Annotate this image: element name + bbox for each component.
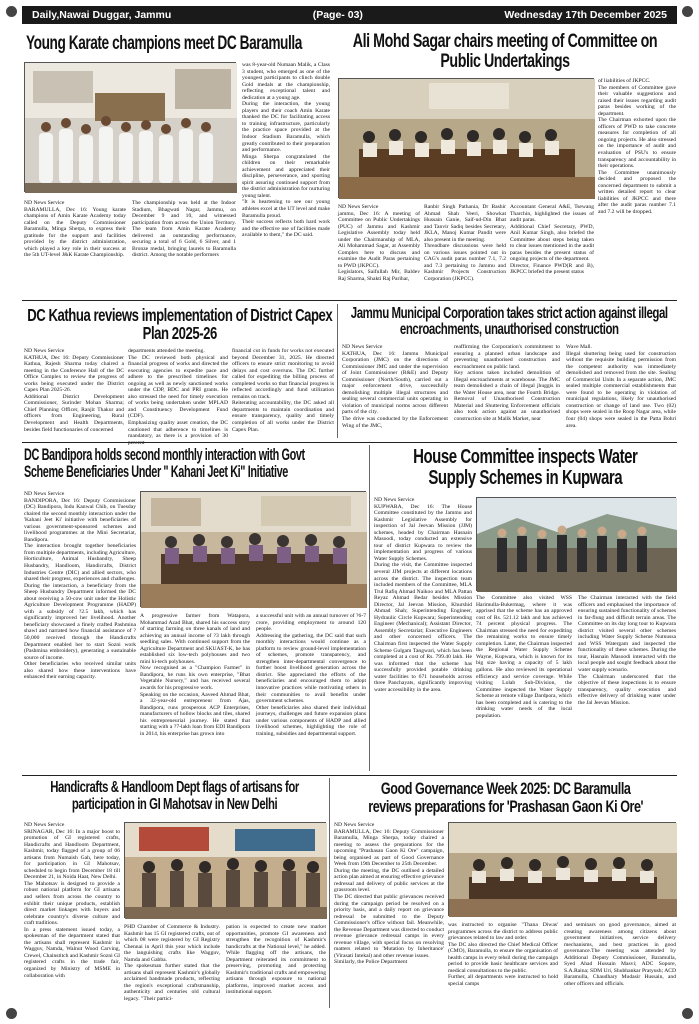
- article-goodgov-headline: [334, 780, 677, 816]
- article-kupwara-col3: The Chairman interacted with the field officers and emphasised the importance of ensuring sustained functionality of schemes in far-flung and difficult terrain areas. The Committee on its day long tour to Kupwara district visited several other schemes including Water Supply Scheme Nutnussa and WSS Watergam and inspected the functionality of these schemes. During the tour, Hasnain Masoodi interacted with the local people and sought feedback about the water supply scenario. The Chairman underscored that the objective of these inspections is to ensure transparency, quality execution and effective delivery of drinking water under the Jal Jeevan Mission.: [578, 595, 676, 706]
- article-artisans-col1: ND News Service SRINAGAR, Dec 16: In a major boost to promotion of GI registered crafts, Handicrafts and Handloom Department, Kashmir, today flagged of a group of 06 artisans from Numaish Gah, here today, for participation in GI Mahotsav, scheduled to begin from December 18 till December 21, in Noida Haat, New Delhi. The Mahotsav is designed to provide a robust national platform for GI artisans and sellers from across the country to exhibit their unique products, establish direct market linkages with buyers and celebrate country's diverse culture and craft traditions. In a press statement issued today, a spokesman of the department stated that the artisans shall represent Kashmir in Wagguv, Namda, Walnut Wood Carving, Crewel, Chainstitch and Kashmir Sozni GI registered crafts in the trade fair, organized by Ministry of MSME in collaboration with: [24, 822, 121, 979]
- article-goodgov: [332, 778, 678, 1010]
- article-sagar-col4: of liabilities of JKPCC. The members of Committee gave their valuable suggestions and raised their issues regarding audit paras besides working of the department. The Chairman exhorted upon the officers of PWD to take concrete measures for completion of all ongoing projects. He also stressed on the importance of audit and evaluation of PSU's to ensure transparency and accountability in their operations. The Committee unanimously decided and proposed the concerned department to submit a written detailed report to clear liabilities of JKPCC and there after the audit paras number 7.1 and 7.2 will be dropped.: [598, 78, 676, 215]
- masthead-publication: Daily,Nawai Duggar, Jammu: [32, 9, 172, 21]
- masthead-page-number: (Page- 03): [312, 9, 363, 21]
- karate-photo: [24, 62, 236, 192]
- article-goodgov-headline-line2: reviews preparations for 'Prashasan Gaon Ki Ore': [368, 796, 644, 816]
- article-goodgov-col2: was instructed to organise "Thana Diwas' programmes across the district to address public grievances related to law and order. The DC also directed the Chief Medical Officer (CMO), Baramulla, to ensure the organisation of health camps in every tehsil during the campaign period to provide basic healthcare services and medical consultations to the public. Further, all departments were instructed to hold special camps: [448, 922, 558, 987]
- article-kupwara-col2: The Committee also visited WSS Harimulla-Bukermag, where it was apprised that the scheme has an approved cost of Rs. 521.12 lakh and has achieved 74 percent physical progress. The Chairman stressed the need for expediting the remaining works to ensure timely completion. Later, the Chairman inspected the Regional Water Supply Scheme Wayne, Kupwara, which is known for its big size having a capacity of 5 lakh gallons. He also reviewed its operational efficiency and service coverage. While visiting Lolab Sub-Division, the Committee inspected the Water Supply Scheme at remote village Dardpora, which has been completed and is catering to the drinking water needs of the local population.: [476, 595, 572, 719]
- masthead: [22, 6, 677, 24]
- article-artisans-headline-line1: Handicrafts & Handloom Dept flags of artisans for: [50, 779, 299, 796]
- article-karate-col1: ND News Service BARAMULLA, Dec 16: Young karate champions of Amin Karate Academy today called on the Deputy Commissioner Baramulla, Minga Sherpa, to express their gratitude for the support and facilities provided by the district administration, which played a key role in their success at the 5th UT-level J&K Karate Championship.: [24, 200, 126, 259]
- article-artisans-headline-line2: participation in GI Mahotsav in New Delhi: [71, 795, 278, 813]
- divider-3: [22, 775, 677, 776]
- article-bandipora-headline-line2: Scheme Beneficiaries Under " Kahani Jeet Ki" Initiative: [24, 463, 288, 482]
- article-kathua-headline-text: DC Kathua reviews implementation of District Capex Plan 2025-26: [27, 305, 333, 344]
- article-jmc-col2: reaffirming the Corporation's commitment to ensuring a planned urban landscape and preventing unauthorised construction and encroachment on public land. Key actions taken included demolition of illegal encroachments at warehouse. The JMC team demolished a chain of illegal jhuggis in the Water House area, near the Fourth Bridge. Removal of Unauthorised Construction Material and Shuttering Enforcement officials also took action against an unauthorised construction site at Malik Market, near: [454, 344, 560, 423]
- article-karate-col2: The championship was held at the Indoor Stadium, Bhagwati Nagar, Jammu, on December 9 and 10, and witnessed participation from across the Union Territory. The team from Amin Karate Academy delivered an outstanding performance, securing a total of 6 Gold, 6 Silver, and 1 Bronze medal, bringing laurels to Baramulla district. Among the notable performers: [132, 200, 236, 259]
- article-bandipora-col3: a successful unit with an annual turnover of ?6-7 crore, providing employment to around 120 people. Addressing the gathering, the DC said that such monthly interactions would continue as a platform to review ground-level implementation of schemes, promote transparency, and strengthen inter-departmental convergence to further boost livelihood generation across the district. She appreciated the efforts of the beneficiaries and encouraged them to adopt innovative practices while motivating others in their communities to avail benefits under government schemes. Other beneficiaries also shared their individual journeys, challenges and future expansion plans under various components of HADP and allied livelihood schemes, highlighting the role of training, subsidies and departmental support.: [256, 613, 366, 737]
- article-karate-headline: Young Karate champions meet DC Baramulla: [26, 33, 302, 54]
- article-kupwara-col1: ND News Service KUPWARA, Dec 16: The House Committee constituted by the Jammu and Kashmir Legislative Assembly for inspection of Jal Jeevan Mission (JJM) schemes, headed by Chairman Hasnain Masoodi, today conducted an extensive tour of district Kupwara to review the implementation and progress of various Water Supply Schemes. During the visit, the Committee inspected several JJM projects at different locations across the district. The inspection team included members of the Committee, MLA Trul Rafiq Ahmad Naikoo and MLA Pattan Reyaz Ahmad Bedar besides Mission Director, Jal Jeevan Mission, Khurshid Ahmad Shah; Superintending Engineer, Hydraulic Circle Kupwara; Superintending Engineer (Mechanical); Assistant Director, Assembly Secretariat; Executive Engineers and other concerned officers. The Chairman first inspected the Water Supply Scheme Gulgam Tangwari, which has been completed at a cost of Rs. 799.40 lakh. He was informed that the scheme has successfully provided potable drinking water facilities to 671 households across three Panchayats, significantly improving water accessibility in the area.: [374, 497, 472, 693]
- article-kupwara-headline-line1: House Committee inspects Water: [413, 446, 638, 468]
- karate-photo-image: [25, 63, 237, 193]
- article-kupwara-headline-line2: Supply Schemes in Kupwara: [428, 467, 623, 489]
- article-karate: [22, 28, 332, 298]
- divider-v3: [329, 778, 330, 1008]
- goodgov-photo-image: [449, 823, 677, 917]
- article-bandipora: [22, 445, 368, 773]
- sagar-photo: [338, 78, 594, 198]
- kupwara-photo-image: [477, 498, 677, 592]
- article-artisans-col2: PHD Chamber of Commerce & Industry. Kashmir has 15 GI registered crafts, out of which 08 were registered by GI Registry Chennai in April this year which include the languishing crafts like Wagguv, Namda and Gabba. The spokesman further stated that the artisans shall represent Kashmir's globally acclaimed handmade products, reflecting the region's exceptional craftsmanship, authenticity and centuries old cultural legacy. "Their partici-: [124, 924, 220, 1003]
- divider-v1: [337, 304, 338, 438]
- bandipora-photo: [140, 491, 366, 607]
- article-kupwara-headline: [376, 447, 675, 489]
- article-bandipora-headline-line1: DC Bandipora holds second monthly interaction with Govt: [24, 446, 305, 464]
- article-sagar-col1: ND News Service jammu, Dec 16: A meeting of Committee on Public Undertakings (PUC) of Jammu and Kashmir Legislative Assembly today held under the Chairmanship of MLA, Ali Mohammad Sagar, at Assembly Complex here to discuss and examine the Audit Paras pertaining to PWD (JKPCC). Legislators, Saifullah Mir, Baldev Raj Sharma, Shakti Raj Parihar,: [338, 204, 420, 283]
- article-sagar-col3: Accountant General A&E, Tsewang Tharchin, highlighted the issues of audit paras. Additional Chief Secretary, PWD, Anil Kumar Singh, also briefed the Committee about steps being taken to clear issues mentioned in the audit paras besides the present status of ongoing projects of the department. Director, Finance PWD(R and B), JKPCC briefed the present status: [510, 204, 594, 276]
- article-goodgov-col3: and seminars on good governance, aimed at creating awareness among citizens about government initiatives, service delivery mechanisms, and best practices in good governance.The meeting was attended by Additional Deputy Commissioner, Baramulla, Syed Ahad Hussain Masvi; ADC Sopore, S.A.Raina; SDM Uri, Shubhankar Pratyush; ACD Baramulla, Chaudhary Mudasir Hussain, and other officers and officials.: [564, 922, 676, 987]
- article-jmc: [340, 304, 678, 440]
- article-jmc-headline-text: Jammu Municipal Corporation takes strict action against illegal encroachments, unauthorised construction: [350, 305, 668, 339]
- article-kathua-col1: ND News Service KATHUA, Dec 16: Deputy Commissioner Kathua, Rajesh Sharma today chaired a meeting in the Conference Hall of the DC Office Complex to review the progress of works being executed under the District Capex Plan 2025-26. Additional District Development Commissioner, Surinder Mohan Sharma; Chief Planning Officer, Ranjit Thakur and officers from Engineering, Rural Development and Health Departments, besides field functionaries of concerned: [24, 348, 124, 433]
- masthead-date: Wednesday 17th December 2025: [504, 9, 667, 21]
- article-jmc-headline: [342, 306, 676, 339]
- article-bandipora-col2: A progressive farmer from Watapora, Mohammad Azad Bhat, shared his success story of starting farming on three kanals of land and achieving an annual income of ?3 lakh through seedling sales. With continued support from the Agriculture Department and SKUAST-K, he has established six low-tech polyhouses and two mini hi-tech polyhouses. Now recognised as a "Champion Farmer" in Bandipora, he runs his own enterprise, "Bhat Vegetable Nursery," and has received several awards for his progressive work. Speaking on the occasion, Aaveed Ahmad Bhat, a 32-year-old entrepreneur from Ajas, Bandipora, runs prosperous ACP Enterprises, manufacturers of hollow blocks and tiles, shared his entrepreneurial journey. He stated that starting with a ?7-lakh loan from EDI Bandipora in 2014, his enterprise has grown into: [140, 613, 250, 737]
- article-kupwara: [372, 445, 678, 773]
- divider-1: [22, 300, 677, 301]
- divider-v2: [369, 445, 370, 771]
- article-kathua-headline: [26, 306, 334, 343]
- article-kathua-col3: financial cut in funds for works not executed beyond December 31, 2025. He directed officers to ensure strict monitoring to avoid delays and cost overruns. The DC further called for expediting the billing process of completed works so that financial progress is reflected accordingly and fund utilization remains on track. Reiterating accountability, the DC asked all departments to maintain coordination and ensure transparency, quality and timely completion of all works under the District Capex Plan.: [232, 348, 334, 433]
- article-bandipora-headline: [24, 447, 305, 482]
- artisans-photo: [124, 822, 326, 918]
- article-sagar-col2: Ranbir Singh Pathania, Dr Bashir Ahmad Shah Veeri, Showkat Hussain Ganie, Saif-ud-Din Bhat and Tanvir Sadiq besides Secretary, JKLA, Manoj Kumar Pandit were also present in the meeting. Threadbare discussions were held on various issues pointed out in CAG's audit paras number 7.1, 7.2 and 7.3 pertaining to Jammu and Kashmir Projects Construction Corporation (JKPCC).: [424, 204, 506, 283]
- registration-mark-top-right: [682, 6, 693, 17]
- registration-mark-top-left: [6, 6, 17, 17]
- article-goodgov-col1: ND News Service BARAMULLA, Dec 16: Deputy Commissioner Baramulla, Minga Sherpa, today chaired a meeting to assess the preparations for the upcoming "Prashasan Gaon Ki Ore" campaign, being organised as part of Good Governance Week from 19th December to 25th December. During the meeting, the DC outlined a detailed action plan aimed at ensuring effective grievance redressal and delivery of public services at the grassroots level. The DC directed that public grievances received during the campaign period be resolved on a priority basis, and a daily report on grievance redressal be submitted to the Deputy Commissioner's office without fail. Meanwhile, the Revenue Department was directed to conduct revenue grievance redressal camps in every revenue village, with special focus on resolving matters related to 'Mutation by Inheritance' (Virasati Intekal) and other revenue issues. Similarly, the Police Department: [334, 822, 444, 966]
- article-karate-col3: was 8-year-old Numaan Malik, a Class 3 student, who emerged as one of the youngest participants to clinch double Gold medals at the championship, reflecting exceptional talent and dedication at a young age. During the interaction, the young players and their coach Amin Karate thanked the DC for facilitating access to training infrastructure, particularly the practice space provided at the Indoor Stadium Baramulla, which greatly contributed to their preparation and performance. Minga Sherpa congratulated the children on their remarkable achievement and appreciated their discipline, perseverance, and sporting spirit assuring continued support from the district administration for nurturing young talent. "It is heartening to see our young athletes excel at the UT level and make Baramulla proud. Their success reflects both hard work and the effective use of facilities made available to them," the DC said.: [242, 62, 330, 239]
- article-jmc-col1: ND News Service KATHUA, Dec 16: Jammu Municipal Corporation (JMC) on the directions of Commissioner JMC and under the supervision of Joint Commissioner (R&E) and Deputy Commissioner (North/South), carried out a major enforcement drive, successfully demolishing multiple illegal structures and sealing several commercial units operating in violation of municipal norms across different parts of the city. The drive was conducted by the Enforcement Wing of the JMC,: [342, 344, 448, 429]
- article-goodgov-headline-line1: Good Governance Week 2025: DC Baramulla: [380, 779, 631, 798]
- sagar-photo-image: [339, 79, 595, 199]
- article-artisans-headline: [24, 780, 325, 814]
- kupwara-photo: [476, 497, 676, 591]
- article-bandipora-col1: ND News Service BANDIPORA, Dec 16: Deputy Commissioner (DC) Bandipora, Indu Kanwal Chib, on Tuesday chaired the second monthly interaction under the 'Kahani Jeet Ki' initiative with beneficiaries of various government-sponsored schemes and livelihood programmes at the Mini Secretariat, Bandipora. The interaction brought together beneficiaries from multiple departments, including Agriculture, Horticulture, Animal Husbandry, Sheep Husbandry, Handloom, Handicrafts, District Industries Centre (DIC) and allied sectors, who shared their progress, experiences and challenges. During the interaction, a beneficiary from the Sheep Husbandry Department informed the DC about receiving a 50-cow unit under the Holistic Agriculture Development Programme (HADP) with a subsidy of ?2.5 lakh, which has significantly improved her livelihood. Another beneficiary showcased a finely crafted Pashmina shawl and narrated how financial assistance of ?50,000 received through the Handicrafts Department enabled her to start Sozni work (Pashmina embroidery), generating a sustainable source of income. Other beneficiaries who received similar units also shared how these interventions have enhanced their earning capacity.: [24, 491, 136, 681]
- article-artisans: [22, 778, 328, 1010]
- goodgov-photo: [448, 822, 676, 916]
- article-artisans-col3: pation is expected to create new market opportunities, promote GI awareness and strengthen the recognition of Kashmir's handicrafts at the National level," he added. While flagging off the artisans, the Department reiterated its commitment to preserving, promoting and protecting Kashmir's traditional crafts and empowering artisans through exposure to national platforms, improved market access and institutional support.: [226, 924, 326, 996]
- artisans-photo-image: [125, 823, 327, 919]
- article-sagar: [334, 28, 678, 298]
- article-kathua: [22, 304, 336, 440]
- bandipora-photo-image: [141, 492, 367, 608]
- registration-mark-bottom-right: [682, 1008, 693, 1019]
- article-kathua-col2: departments attended the meeting. The DC reviewed both physical and financial progress of works and directed the executing agencies to expedite pace and adhere to the prescribed timelines for ongoing as well as newly sanctioned works under the CDP, BDC and PRI grants. He also stressed the need for timely execution of works being undertaken under MPLAD and Constituency Development Fund (CDF). Emphasizing quality asset creation, the DC cautioned that adherence to timelines is mandatory, as there is a provision of 30: [128, 348, 228, 440]
- article-sagar-headline-text: Ali Mohd Sagar chairs meeting of Committee on Public Undertakings: [352, 31, 658, 72]
- divider-2: [22, 442, 677, 443]
- registration-mark-bottom-left: [6, 1008, 17, 1019]
- article-jmc-col3: Wave Mall. Illegal shuttering being used for construction without the requisite building permission from the competent authority was immediately demolished and removed from the site. Sealing of Commercial Units In a separate action, JMC sealed multiple commercial establishments that were found to be operating in violation of municipal regulations, likely for unauthorised construction or change of land use. Two (02) shops were sealed in the Roop Nagar area, while four (04) shops were sealed in the Patta Bohri area.: [566, 344, 676, 429]
- article-sagar-headline: [340, 32, 670, 72]
